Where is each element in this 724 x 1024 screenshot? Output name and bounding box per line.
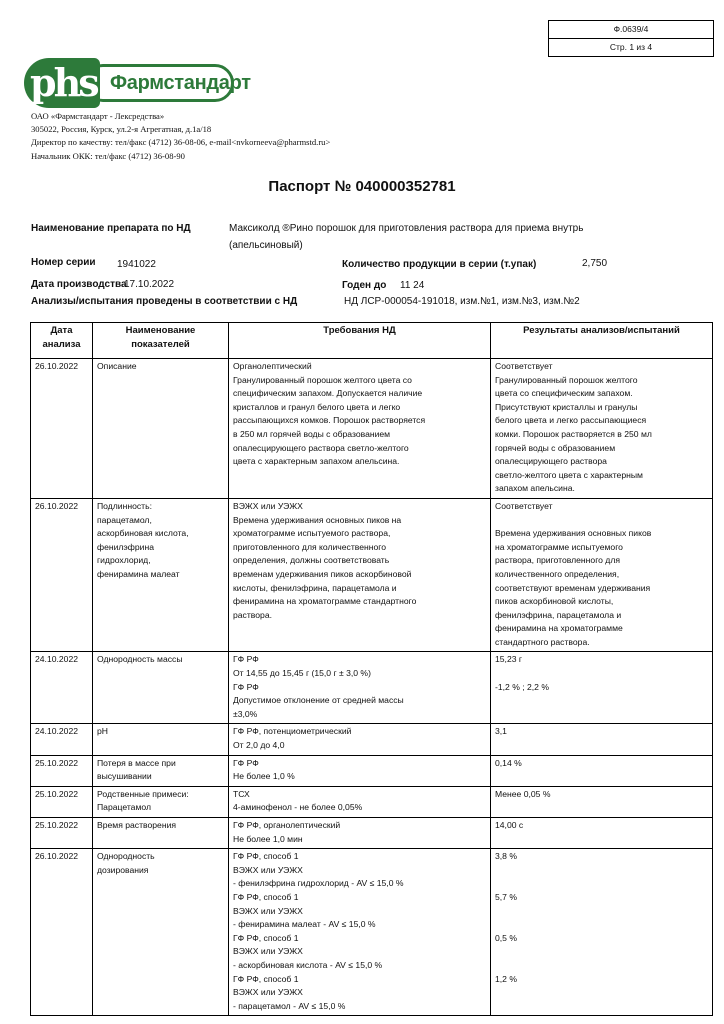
cell-requirement: ГФ РФ, способ 1 ВЭЖХ или УЭЖХ - фенилэфрина гидрохлорид - AV ≤ 15,0 % ГФ РФ, способ 1 ВЭЖХ или УЭЖХ - фенирамина малеат - AV ≤ 15,0 % ГФ РФ, способ 1 ВЭЖХ или УЭЖХ - аскорбиновая кислота - AV ≤ 15,0 % ГФ РФ, способ 1 ВЭЖХ или УЭЖХ - парацетамол - AV ≤ 15,0 % xyxy=(229,849,491,1016)
cell-indicator: Потеря в массе при высушивании xyxy=(93,755,229,786)
company-line: Директор по качеству: тел/факс (4712) 36-08-06, e-mail<nvkorneeva@pharmstd.ru> xyxy=(31,137,331,148)
cell-requirement: ГФ РФ, потенциометрический От 2,0 до 4,0 xyxy=(229,724,491,755)
production-date-label: Дата производства xyxy=(31,279,127,290)
header-requirements: Требования НД xyxy=(229,323,491,359)
cell-result: Соответствует Гранулированный порошок желтого цвета со специфическим запахом. Присутствуют кристаллы и гранулы белого цвета и легко рассыпающиеся комки. Порошок растворяется в 250 мл горячей воды с образованием опалесцирующего раствора светло-желтого цвета с характерным запахом апельсина. xyxy=(491,359,713,499)
analysis-basis-value: НД ЛСР-000054-191018, изм.№1, изм.№3, изм.№2 xyxy=(344,296,580,307)
table-row xyxy=(31,849,713,1016)
cell-result: 3,1 xyxy=(491,724,713,755)
cell-date: 25.10.2022 xyxy=(31,786,93,817)
cell-result: Менее 0,05 % xyxy=(491,786,713,817)
cell-requirement: ГФ РФ От 14,55 до 15,45 г (15,0 г ± 3,0 %) ГФ РФ Допустимое отклонение от средней массы ±3,0% xyxy=(229,652,491,724)
cell-date: 26.10.2022 xyxy=(31,359,93,499)
form-code: Ф.0639/4 xyxy=(613,24,649,34)
drug-label: Наименование препарата по НД xyxy=(31,223,191,234)
table-row xyxy=(31,724,713,755)
series-value: 1941022 xyxy=(117,259,156,270)
table-header-row xyxy=(31,323,713,359)
cell-indicator: Описание xyxy=(93,359,229,499)
cell-date: 24.10.2022 xyxy=(31,724,93,755)
company-line: Начальник ОКК: тел/факс (4712) 36-08-90 xyxy=(31,150,185,161)
cell-requirement: Органолептический Гранулированный порошок желтого цвета со специфическим запахом. Допускается наличие кристаллов и гранул белого цвета и легко рассыпающихся комков. Порошок растворяется в 250 мл горячей воды с образованием опалесцирующего раствора светло-желтого цвета с характерным запахом апельсина. xyxy=(229,359,491,499)
cell-result: 3,8 % 5,7 % 0,5 % 1,2 % xyxy=(491,849,713,1016)
cell-requirement: ВЭЖХ или УЭЖХ Времена удерживания основных пиков на хроматограмме испытуемого раствора, приготовленного для количественного определения, должны соответствовать временам удерживания пиков аскорбиновой кислоты, фенилэфрина, парацетамола и фенирамина на хроматограмме стандартного раствора. xyxy=(229,498,491,652)
series-label: Номер серии xyxy=(31,257,96,268)
cell-requirement: ГФ РФ Не более 1,0 % xyxy=(229,755,491,786)
header-results: Результаты анализов/испытаний xyxy=(491,323,713,359)
form-code-box xyxy=(548,20,714,57)
cell-date: 25.10.2022 xyxy=(31,755,93,786)
company-info xyxy=(31,110,330,163)
cell-indicator: Родственные примеси: Парацетамол xyxy=(93,786,229,817)
quantity-value: 2,750 xyxy=(582,258,608,269)
page-counter: Стр. 1 из 4 xyxy=(549,38,713,56)
table-row xyxy=(31,652,713,724)
table-row xyxy=(31,498,713,652)
cell-date: 26.10.2022 xyxy=(31,849,93,1016)
drug-value-line2: (апельсиновый) xyxy=(229,240,303,251)
cell-result: 0,14 % xyxy=(491,755,713,786)
valid-until-label: Годен до xyxy=(342,280,387,291)
cell-result: 14,00 с xyxy=(491,818,713,849)
table-row xyxy=(31,818,713,849)
cell-date: 24.10.2022 xyxy=(31,652,93,724)
cell-requirement: ТСХ 4-аминофенол - не более 0,05% xyxy=(229,786,491,817)
company-logo xyxy=(24,58,251,108)
table-row xyxy=(31,755,713,786)
cell-indicator: Время растворения xyxy=(93,818,229,849)
analysis-basis-label: Анализы/испытания проведены в соответствии с НД xyxy=(31,296,298,307)
cell-indicator: Однородность дозирования xyxy=(93,849,229,1016)
drug-value-line1: Максиколд ®Рино порошок для приготовления раствора для приема внутрь xyxy=(229,223,584,234)
results-table xyxy=(30,322,713,1016)
quantity-label: Количество продукции в серии (т.упак) xyxy=(342,259,537,270)
valid-until-value: 11 24 xyxy=(400,280,425,291)
cell-result: Соответствует Времена удерживания основных пиков на хроматограмме испытуемого раствора, приготовленного для количественного определения, соответствуют временам удерживания пиков аскорбиновой кислоты, фенилэфрина, парацетамола и фенирамина на хроматограмме стандартного раствора. xyxy=(491,498,713,652)
cell-result: 15,23 г -1,2 % ; 2,2 % xyxy=(491,652,713,724)
table-row xyxy=(31,359,713,499)
cell-indicator: pH xyxy=(93,724,229,755)
logo-monogram: phs xyxy=(30,60,97,105)
table-row xyxy=(31,786,713,817)
cell-indicator: Однородность массы xyxy=(93,652,229,724)
production-date-value: 17.10.2022 xyxy=(124,279,175,290)
company-line: 305022, Россия, Курск, ул.2-я Агрегатная, д.1а/18 xyxy=(31,124,212,135)
cell-date: 25.10.2022 xyxy=(31,818,93,849)
header-indicator: Наименование показателей xyxy=(93,323,229,359)
cell-date: 26.10.2022 xyxy=(31,498,93,652)
cell-indicator: Подлинность: парацетамол, аскорбиновая кислота, фенилэфрина гидрохлорид, фенирамина малеат xyxy=(93,498,229,652)
header-date: Дата анализа xyxy=(31,323,93,359)
page-title: Паспорт № 040000352781 xyxy=(268,178,456,195)
company-line: ОАО «Фармстандарт - Лексредства» xyxy=(31,111,165,121)
cell-requirement: ГФ РФ, органолептический Не более 1,0 мин xyxy=(229,818,491,849)
logo-name: Фармстандарт xyxy=(110,72,251,94)
